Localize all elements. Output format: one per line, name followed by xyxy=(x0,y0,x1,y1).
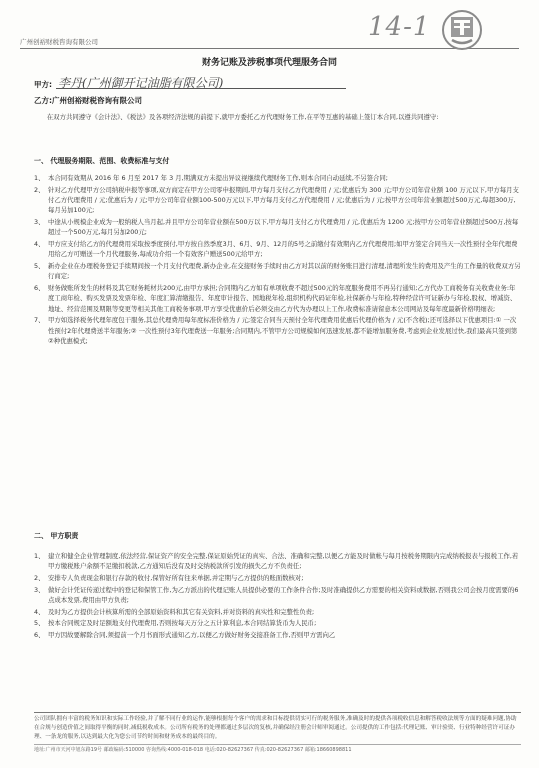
item-text: 甲方因故要解除合同,须提前一个月书面形式通知乙方,以便乙方做好财务交接准备工作,否则甲方需向乙 xyxy=(48,630,336,639)
item-text: 及时为乙方提供会计核算所需的全部原始资料和其它有关资料,并对资料的真实性和完整性负责; xyxy=(48,607,315,616)
party-b-name: 广州创裕财税咨询有限公司 xyxy=(52,96,142,105)
item-text: 本合同有效期从 2016 年 6 月至 2017 年 3 月,期满双方未提出异议视继续代理财务工作,则本合同自动延续,不另签合同; xyxy=(48,174,388,182)
item-text: 财务做账所发生的材料及其它财务耗材共200元,由甲方承担;合同期内乙方如有单项收费不超过500元的年度服务费用不再另行通知;乙方代办工商税务有关收费业务:年度工商年检、购买发票及发票年检、年度汇算清缴报告、年度审计报告、国地税年检,组织机构代码证年检,社保新办与年检,特种经营许可证新办与年检,股权、增减资、地址、经营范围及期限等变更等相关其他工商税务事项,甲方享受优惠价后必须交由乙方代为办理以上工作,收费标准请留意本公司网站及每年度最新价格明细表; xyxy=(48,284,517,313)
party-a-handwritten-name: 李丹(广州御开记油脂有限公司) xyxy=(58,76,224,90)
item-text: 甲方如选择税务代理年度包干服务,其总代理费用每年度标准价格为 / 元;签定合同当天预付全年代理费用优惠后代理价格为 / 元(不含税);还可选择以下优惠项目:① 一次性预付2年代理费送半年服务;② 一次性预付3年代理费送一年服务;合同期内,不管甲方公司规模如何迅速发展,都不能增加服务费,考虑到企业发展过快,我们最高只签到第②种优惠模式; xyxy=(48,316,518,346)
item-number: 4、 xyxy=(34,607,45,616)
section-1-list xyxy=(34,173,521,348)
footer-text: 公司团队拥有丰富的税务知识和实际工作经验,并了解不同行业的运作,能够根据每个客户的需求和目标提供切实可行的税务服务,准确及时的提供各项税收信息和解答税收法规等方面的疑难问题,协助在合规与创造价值之间取得平衡的同时,减低税收成本。公司所有税务的处理都通过多层次的复核,并确保经注册会计师审阅通过。公司提供的工作包括:代理记账、审计验资、行业特种经营许可证办理、一条龙的服务,以达到最大化为您公司节约时间和财务成本的最终目的。 xyxy=(34,716,517,740)
contract-title: 财务记账及涉税事项代理服务合同 xyxy=(201,58,337,68)
item-number: 1、 xyxy=(34,174,45,182)
item-text: 做好会计凭证传递过程中的登记和保管工作,为乙方派出的代理记账人员提供必要的工作条件合作;及时准确提供乙方需要的相关资料或数据,否则我公司会按月度需要的6点成本发票,费用由甲方负责; xyxy=(48,585,519,604)
section-1-title: 一、 代理服务期限、范围、收费标准与支付 xyxy=(34,157,170,165)
list-item xyxy=(34,173,521,183)
item-number: 2、 xyxy=(34,185,45,194)
item-number: 3、 xyxy=(34,585,45,594)
list-item xyxy=(34,239,521,260)
footer-contact: 地址:广州市天河中旭东路19号 邮政编码:510000 咨询热线:4000-018-018 电话:020-82627367 传真:020-82627367 邮箱:18660898811 xyxy=(34,744,521,755)
item-number: 6、 xyxy=(34,630,45,639)
item-number: 4、 xyxy=(34,240,45,248)
handwritten-number: 14-1 xyxy=(368,12,431,42)
party-b-label: 乙方: xyxy=(34,96,52,105)
list-item xyxy=(34,217,521,238)
item-number: 5、 xyxy=(34,262,45,270)
company-logo-icon xyxy=(440,8,484,52)
list-item xyxy=(34,618,521,628)
party-a-label: 甲方: xyxy=(34,80,52,89)
party-b xyxy=(34,95,142,106)
footer-box xyxy=(34,712,521,755)
list-item xyxy=(34,573,521,583)
item-text: 新办企业在办理税务登记手续期间按一个月支付代理费,新办企业,在交接财务手续时由乙方对其以前的财务账目进行清理,清理所发生的费用及产生的工作量的收费双方另行商定; xyxy=(48,262,521,281)
list-item xyxy=(34,283,521,314)
item-text: 针对乙方代理甲方公司纳税申报等事项,双方商定在甲方公司零申报期间,甲方每月支付乙方代理费用 / 元;优惠后为 300 元;甲方公司年营业额 100 万元以下,甲方每月支付乙方代理费用 / 元;优惠后为 / 元;甲方公司年营业额100-500万元以下,甲方每月支付乙方代理费用 / 元;优惠后为 / 元;按甲方公司年营业额超过500万元,每超300万,每月另加100元; xyxy=(48,185,519,215)
item-text: 建立和健全企业管理制度,依法经营,保证资产的安全完整,保证原始凭证的真实、合法、准确和完整,以便乙方能及时做帐与每月按税务期限内完成纳税报表与报税工作,若甲方缴税账户余额不足缴扣税款,乙方通知后没有及时交纳税款所引发的损失乙方不负责任; xyxy=(48,552,519,571)
list-item xyxy=(34,551,521,572)
list-item xyxy=(34,261,521,282)
item-number: 2、 xyxy=(34,574,45,582)
item-number: 3、 xyxy=(34,218,45,226)
item-number: 5、 xyxy=(34,619,45,628)
item-text: 按本合同规定及时足额地支付代理费用,否则按每天万分之五计算利息,本合同结算货币为人民币; xyxy=(48,619,317,628)
item-number: 6、 xyxy=(34,284,45,292)
list-item xyxy=(34,585,521,606)
list-item xyxy=(34,315,521,346)
list-item xyxy=(34,185,521,216)
company-header: 广州创裕财税咨询有限公司 xyxy=(20,38,98,46)
item-text: 甲方应支付给乙方的代理费用采取按季度预付,甲方按自然季度3月、6月、9月、12月的5号之前缴付有效期内乙方代理费用;如甲方签定合同当天一次性预付全年代理费用给乙方可赠送一个月代理服务,每成功介绍一个有效客户赠送500元给甲方; xyxy=(48,240,518,259)
section-2-title: 二、 甲方职责 xyxy=(34,532,79,540)
item-text: 安排专人负责现金和银行存款的收付,保管好所有往来单据,并定期与乙方提供的账面数核对; xyxy=(48,574,304,582)
item-number: 7、 xyxy=(34,316,45,325)
list-item xyxy=(34,630,521,640)
list-item xyxy=(34,607,521,617)
intro-paragraph: 在双方共同遵守《会计法》、《税法》及各项经济法规的前提下,就甲方委托乙方代理财务工作,在平等互惠的基础上签订本合同,以遵共同遵守: xyxy=(46,113,439,121)
item-number: 1、 xyxy=(34,552,45,560)
section-2-list xyxy=(34,551,521,641)
party-a-underline xyxy=(56,88,346,89)
item-text: 中途从小规模企业成为一般纳税人当月起,并且甲方公司年营业额在500万以下,甲方每月支付乙方代理费用 / 元,优惠后为 1200 元;按甲方公司年营业额超过500万,按每超过一个500万元,每月另加200元; xyxy=(48,218,519,237)
